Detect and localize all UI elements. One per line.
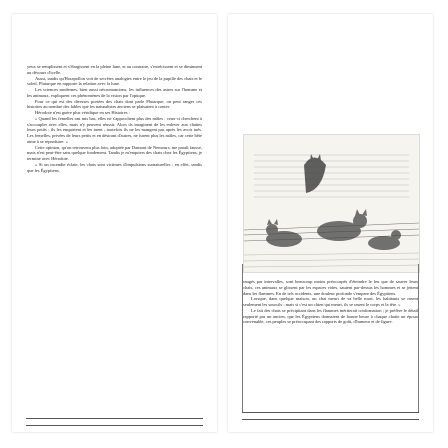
paragraph: Aussi, tandis qu'Horapollon voit de secrètes analogies entre le jeu de la pupille des chats et le soleil, Plutarque en rapporte la relation avec la lune. — [27, 75, 202, 87]
left-page — [12, 14, 217, 432]
quotation: « Si un incendie éclate, les chats sont victimes d'impulsions surnaturelles ; en effet, tandis que les Égyptiens, — [27, 161, 202, 173]
paragraph: rangés par intervalles, sont beaucoup moins préoccupés d'éteindre le feu que de sauver leurs chats, ces animaux se glissent par les espaces vides, sautent par-dessus les hommes et se jettent dans les flammes. En de tels accidents, une douleur profonde s'empare des Égyptiens. — [243, 279, 418, 296]
bottom-rule — [26, 418, 203, 426]
paragraph: yeux se remplissent et s'élargissent en la pleine lune, et au contraire, s'estrécissent et se diminuent au décours d'icelle. — [27, 64, 202, 75]
paragraph: Cette opinion, qu'on retrouvera plus loin, adoptée par Damont de Nemours, me paraît fausse, mais n'est peut-être sans quelque fondement. Tandis je m'enquiers des chats chez les Égyptiens, je termine avec Hérodote. — [27, 144, 202, 161]
right-page-text — [243, 279, 418, 325]
quotation: « Quand les femelles ont mis bas, elles ne s'approchent plus des mâles : ceux-ci cherchent à s'accoupler avec elles, mais n'y peuvent réussir. Alors ils imaginent de les enlever aux chattes leurs petits ; ils les emportent et les tuent ; toutefois ils ne les mangent pas après les avoir tués. Les femelles, privées de leurs petits et en désirant d'autres, ne furent plus les mâles, car cette bête aime à se reproduire. » — [27, 115, 202, 144]
right-page — [228, 14, 433, 432]
paragraph: Le fait des chats se précipitant dans les flammes mériterait confirmation ; je préfère le détail rapporté par un ancien, que les Égyptiens donnaient de bonne heure à chaque chatte un époux convenable, ces peuples se préoccupant des rapports de goût, d'humeur et de figure. — [243, 307, 418, 325]
engraving-image — [244, 135, 419, 272]
frame-right-rule — [418, 264, 419, 412]
cat-engraving-illustration — [243, 134, 420, 273]
left-page-text — [27, 64, 202, 173]
bottom-rule — [242, 412, 419, 420]
paragraph: Pour ce qui est des diverses portées des chats dont parle Plutarque, on peut ranger ces histoires au nombre des fables que les naturalistes anciens se plaisaient à conter. — [27, 98, 202, 110]
paragraph: Lorsque, dans quelque maison, un chat meurt de sa belle mort, les habitants se rasent seulement les sourcils ; mais si c'est un chien qui meurt, ils se rasent le corps et la tête. » — [243, 296, 418, 307]
paragraph: Les sciences modernes, bien aussi nécromanciens, les influences des astres sur l'homme et les animaux, expliquent ces phénomènes de la vision par l'optique. — [27, 87, 202, 98]
paragraph: Hérodote n'est guère plus véridique en ses Histoires : — [35, 110, 130, 115]
